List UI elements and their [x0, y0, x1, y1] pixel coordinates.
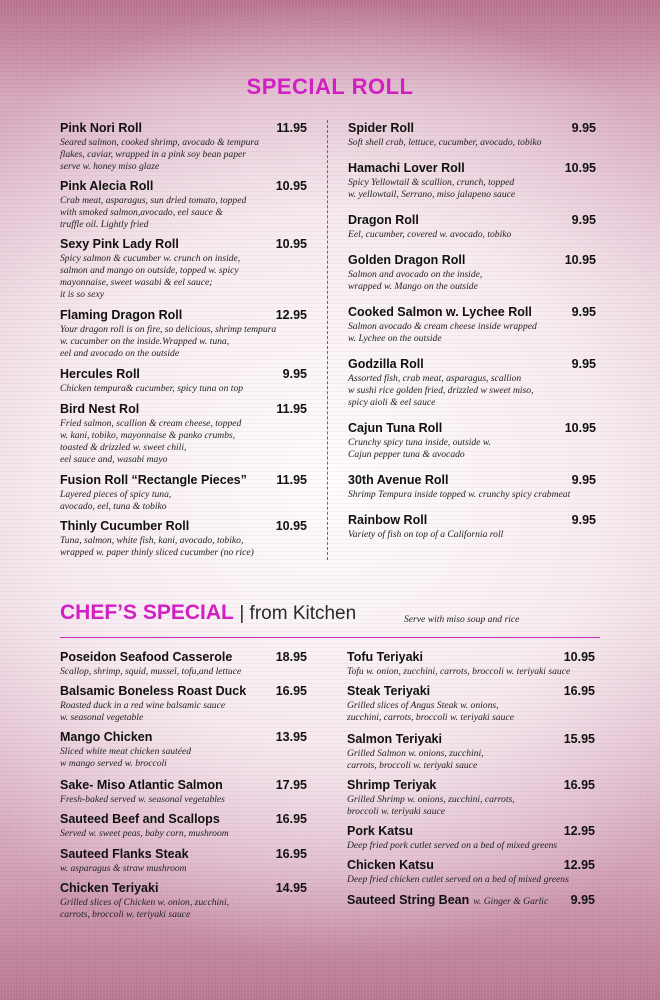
item-name: Pork Katsu [347, 824, 413, 838]
item-description: Fried salmon, scallion & cream cheese, topped w. kani, tobiko, mayonnaise & panko crumbs, toasted & drizzled w. sweet chili, eel sauce and, wasabi mayo [60, 418, 242, 465]
item-price: 11.95 [276, 121, 307, 135]
item-description: Soft shell crab, lettuce, cucumber, avocado, tobiko [348, 137, 542, 148]
item-description: Crunchy spicy tuna inside, outside w. Cajun pepper tuna & avocado [348, 437, 491, 460]
item-price: 13.95 [275, 730, 307, 744]
item-name: Hamachi Lover Roll [348, 161, 465, 175]
item-description: Assorted fish, crab meat, asparagus, scallion w sushi rice golden fried, drizzled w sweet miso, spicy aioli & eel sauce [348, 373, 534, 408]
item-price: 16.95 [275, 812, 307, 826]
item-name: Tofu Teriyaki [347, 650, 423, 664]
item-name: Golden Dragon Roll [348, 253, 466, 267]
menu-item [60, 847, 307, 875]
item-name-with-note [347, 893, 548, 907]
menu-item [347, 684, 595, 724]
item-name: Chicken Teriyaki [60, 881, 159, 895]
menu-item [347, 650, 595, 678]
item-description: Grilled slices of Chicken w. onion, zucchini, carrots, broccoli w. teriyaki sauce [60, 897, 230, 920]
item-price: 12.95 [563, 858, 595, 872]
item-description: Grilled Shrimp w. onions, zucchini, carrots, broccoli w. teriyaki sauce [347, 794, 515, 817]
item-price: 10.95 [275, 237, 307, 251]
item-price: 18.95 [275, 650, 307, 664]
item-price: 16.95 [563, 778, 595, 792]
item-name: Godzilla Roll [348, 357, 424, 371]
item-name: Shrimp Teriyak [347, 778, 437, 792]
item-description: Tuna, salmon, white fish, kani, avocado, tobiko, wrapped w. paper thinly sliced cucumber (no rice) [60, 535, 254, 558]
item-name: Sauteed String Bean [347, 893, 470, 907]
column-divider [327, 120, 328, 560]
item-price: 16.95 [275, 847, 307, 861]
item-price: 12.95 [275, 308, 307, 322]
item-description: Served w. sweet peas, baby corn, mushroom [60, 828, 229, 839]
item-name: Sake- Miso Atlantic Salmon [60, 778, 223, 792]
item-price: 17.95 [275, 778, 307, 792]
item-name: Cajun Tuna Roll [348, 421, 443, 435]
menu-item [60, 881, 307, 921]
item-description: w. asparagus & straw mushroom [60, 863, 187, 874]
chefs-special-rule [60, 637, 600, 638]
item-name: Flaming Dragon Roll [60, 308, 183, 322]
item-price: 10.95 [564, 253, 596, 267]
menu-item [348, 305, 596, 345]
item-name: Mango Chicken [60, 730, 153, 744]
menu-item [60, 121, 307, 173]
item-description: Sliced white meat chicken sautéed w mango served w. broccoli [60, 746, 192, 769]
chefs-special-subtitle: | from Kitchen [239, 603, 357, 624]
item-name: Sexy Pink Lady Roll [60, 237, 179, 251]
item-description: Variety of fish on top of a California roll [348, 529, 504, 540]
item-price: 9.95 [571, 473, 596, 487]
item-price: 9.95 [570, 893, 595, 907]
menu-item [348, 357, 596, 409]
item-name: Rainbow Roll [348, 513, 428, 527]
menu-item [348, 513, 596, 541]
menu-item [348, 213, 596, 241]
item-description: Chicken tempura& cucumber, spicy tuna on top [60, 383, 244, 394]
item-name: Balsamic Boneless Roast Duck [60, 684, 247, 698]
item-name: Sauteed Beef and Scallops [60, 812, 220, 826]
chefs-special-title [60, 601, 356, 625]
item-name: Fusion Roll “Rectangle Pieces” [60, 473, 247, 487]
special-roll-title: SPECIAL ROLL [246, 74, 414, 99]
item-description: Eel, cucumber, covered w. avocado, tobiko [348, 229, 512, 240]
item-price: 11.95 [276, 473, 307, 487]
item-name: 30th Avenue Roll [348, 473, 449, 487]
menu-item [60, 367, 307, 395]
chefs-special-note: Serve with miso soup and rice [404, 614, 520, 625]
item-description: Deep fried pork cutlet served on a bed of mixed greens [347, 840, 558, 851]
menu-item [348, 161, 596, 201]
item-name: Chicken Katsu [347, 858, 434, 872]
menu-item [347, 732, 595, 772]
special-roll-right-column [348, 121, 596, 551]
item-price: 10.95 [564, 421, 596, 435]
item-name: Dragon Roll [348, 213, 419, 227]
item-name: Thinly Cucumber Roll [60, 519, 190, 533]
item-description: Deep fried chicken cutlet served on a bed of mixed greens [347, 874, 569, 885]
menu-item [60, 402, 307, 466]
item-name: Poseidon Seafood Casserole [60, 650, 233, 664]
item-price: 16.95 [275, 684, 307, 698]
item-inline-note: w. Ginger & Garlic [473, 896, 549, 907]
menu-item [60, 519, 307, 559]
item-price: 9.95 [571, 513, 596, 527]
item-price: 10.95 [275, 179, 307, 193]
menu-item [60, 179, 307, 231]
item-description: Your dragon roll is on fire, so delicious, shrimp tempura w. cucumber on the inside.Wrapped w. tuna, eel and avocado on the outside [60, 324, 277, 359]
item-name: Spider Roll [348, 121, 414, 135]
menu-item [60, 778, 307, 806]
item-price: 9.95 [571, 213, 596, 227]
item-name: Steak Teriyaki [347, 684, 431, 698]
item-price: 10.95 [275, 519, 307, 533]
menu-item [348, 253, 596, 293]
menu-item [60, 812, 307, 840]
menu-item [60, 650, 307, 678]
menu-item [347, 778, 595, 818]
special-roll-left-column [60, 121, 307, 561]
item-price: 14.95 [275, 881, 307, 895]
menu-item [60, 684, 307, 724]
menu-item [347, 824, 595, 852]
item-price: 16.95 [563, 684, 595, 698]
item-name: Bird Nest Rol [60, 402, 140, 416]
item-name: Salmon Teriyaki [347, 732, 442, 746]
item-name: Pink Nori Roll [60, 121, 142, 135]
item-description: Spicy Yellowtail & scallion, crunch, topped w. yellowtail, Serrano, miso jalapeno sauce [348, 177, 516, 200]
item-price: 15.95 [563, 732, 595, 746]
item-price: 10.95 [564, 161, 596, 175]
chefs-special-title-text: CHEF’S SPECIAL [60, 601, 234, 624]
item-description: Salmon avocado & cream cheese inside wrapped w. Lychee on the outside [348, 321, 537, 344]
item-description: Seared salmon, cooked shrimp, avocado & tempura flakes, caviar, wrapped in a pink soy bean paper serve w. honey miso glaze [60, 137, 259, 172]
item-description: Grilled slices of Angus Steak w. onions, zucchini, carrots, broccoli w. teriyaki sauce [347, 700, 514, 723]
menu-item [348, 473, 596, 501]
item-price: 11.95 [276, 402, 307, 416]
menu-item [60, 730, 307, 770]
menu-item [60, 473, 307, 513]
item-description: Grilled Salmon w. onions, zucchini, carrots, broccoli w. teriyaki sauce [347, 748, 484, 771]
item-description: Scallop, shrimp, squid, mussel, tofu,and lettuce [60, 666, 242, 677]
menu-item [60, 308, 307, 360]
menu-item [60, 237, 307, 301]
item-description: Salmon and avocado on the inside, wrapped w. Mango on the outside [348, 269, 483, 292]
item-description: Tofu w. onion, zucchini, carrots, broccoli w. teriyaki sauce [347, 666, 571, 677]
menu-item [348, 121, 596, 149]
chefs-special-right-column [347, 650, 595, 915]
item-description: Crab meat, asparagus, sun dried tomato, topped with smoked salmon,avocado, eel sauce & truffle oil. Lightly fried [60, 195, 247, 230]
item-name: Pink Alecia Roll [60, 179, 154, 193]
item-price: 9.95 [571, 357, 596, 371]
item-description: Shrimp Tempura inside topped w. crunchy spicy crabmeat [348, 489, 571, 500]
item-price: 9.95 [571, 121, 596, 135]
item-price: 9.95 [282, 367, 307, 381]
item-price: 12.95 [563, 824, 595, 838]
item-description: Fresh-baked served w. seasonal vegetables [60, 794, 225, 805]
menu-item [348, 421, 596, 461]
item-name: Cooked Salmon w. Lychee Roll [348, 305, 532, 319]
item-name: Hercules Roll [60, 367, 140, 381]
menu-item [347, 893, 595, 907]
chefs-special-left-column [60, 650, 307, 925]
item-name: Sauteed Flanks Steak [60, 847, 189, 861]
item-description: Roasted duck in a red wine balsamic sauce w. seasonal vegetable [60, 700, 226, 723]
menu-item [347, 858, 595, 886]
item-price: 10.95 [563, 650, 595, 664]
item-description: Spicy salmon & cucumber w. crunch on inside, salmon and mango on outside, topped w. spicy mayonnaise, sweet wasabi & eel sauce; it is so sexy [60, 253, 241, 300]
item-description: Layered pieces of spicy tuna, avocado, eel, tuna & tobiko [60, 489, 172, 512]
item-price: 9.95 [571, 305, 596, 319]
